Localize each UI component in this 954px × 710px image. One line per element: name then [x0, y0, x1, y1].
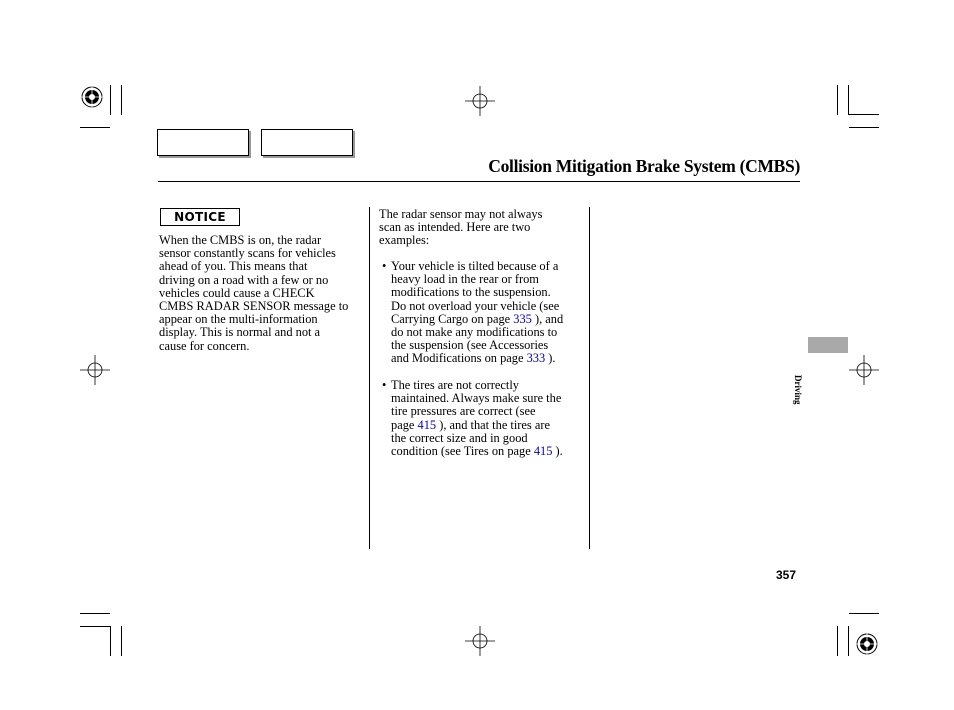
bullet-item — [382, 378, 563, 459]
text-line: maintained. Always make sure the — [391, 391, 562, 406]
text-line: sensor constantly scans for vehicles — [159, 246, 336, 261]
text-line: the correct size and in good — [391, 430, 528, 445]
text-fragment: ). — [552, 444, 563, 459]
nav-next-button[interactable] — [261, 129, 353, 156]
text-line: scan as intended. Here are two — [379, 220, 531, 235]
text-line: heavy load in the rear or from — [391, 272, 539, 287]
text-fragment: ), and — [531, 311, 564, 326]
text-line: examples: — [379, 233, 430, 248]
page-link-335[interactable]: 335 — [513, 311, 532, 326]
text-fragment: page — [391, 417, 418, 432]
text-line: appear on the multi-information — [159, 312, 318, 327]
text-line — [391, 352, 563, 365]
text-line: tire pressures are correct (see — [391, 404, 536, 419]
column-divider — [369, 207, 370, 549]
bullet-item — [382, 259, 564, 366]
crosshair-icon — [465, 86, 495, 116]
text-fragment: ). — [545, 351, 556, 366]
crosshair-icon — [849, 355, 879, 385]
crosshair-icon — [80, 355, 110, 385]
text-line — [391, 419, 563, 432]
page-link-415[interactable]: 415 — [417, 417, 437, 432]
text-line: ahead of you. This means that — [159, 259, 308, 274]
registration-target-icon — [80, 85, 104, 109]
text-line: do not make any modifications to — [391, 325, 558, 340]
text-line: cause for concern. — [159, 338, 250, 353]
bullet-icon: • — [382, 378, 387, 392]
text-fragment: ), and that the tires are — [436, 417, 550, 432]
notice-label: NOTICE — [160, 208, 240, 226]
text-line: Do not overload your vehicle (see — [391, 298, 560, 313]
notice-body — [159, 234, 348, 353]
text-line: The radar sensor may not always — [379, 207, 543, 221]
registration-target-icon — [855, 632, 879, 656]
page-number: 357 — [776, 568, 797, 582]
column-divider — [589, 207, 590, 549]
text-line — [391, 445, 563, 458]
text-line: vehicles could cause a CHECK — [159, 285, 315, 300]
section-tab-label: Driving — [793, 375, 803, 405]
text-line: display. This is normal and not a — [159, 325, 321, 340]
text-line: The tires are not correctly — [391, 378, 519, 392]
text-fragment: condition (see Tires on page — [391, 444, 534, 459]
text-line: CMBS RADAR SENSOR message to — [159, 299, 349, 314]
text-line: Your vehicle is tilted because of a — [391, 259, 559, 273]
text-fragment: Carrying Cargo on page — [391, 311, 514, 326]
text-line: driving on a road with a few or no — [159, 272, 329, 287]
crosshair-icon — [465, 626, 495, 656]
page-link-333[interactable]: 333 — [526, 351, 546, 366]
text-fragment: and Modifications on page — [391, 351, 527, 366]
text-line: When the CMBS is on, the radar — [159, 233, 322, 247]
bullet-icon: • — [382, 259, 387, 273]
page-title: Collision Mitigation Brake System (CMBS) — [488, 156, 800, 176]
section-tab — [808, 337, 848, 353]
nav-previous-button[interactable] — [157, 129, 249, 156]
page-link-415[interactable]: 415 — [533, 444, 553, 459]
text-line: modifications to the suspension. — [391, 285, 551, 300]
text-line: the suspension (see Accessories — [391, 338, 549, 353]
header-rule — [158, 181, 800, 182]
intro-paragraph — [379, 208, 542, 248]
